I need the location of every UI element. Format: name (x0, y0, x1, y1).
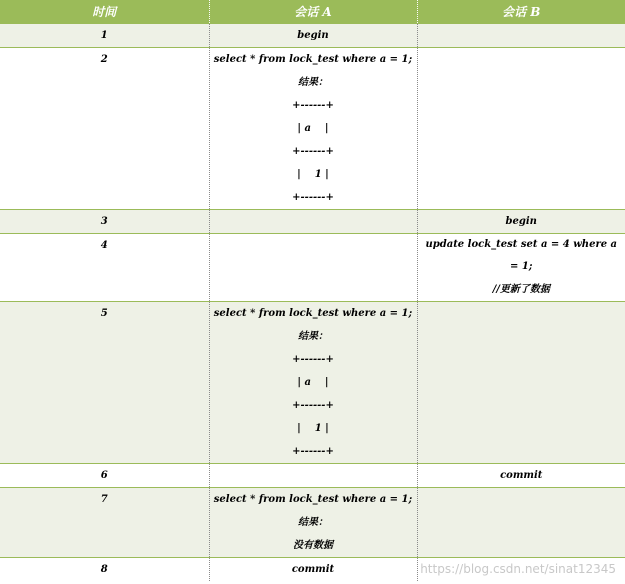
time-cell (0, 558, 209, 582)
session-a-line: 没有数据 (293, 540, 333, 551)
session-a-line: +------+ (292, 400, 334, 411)
session-a-line: begin (297, 30, 329, 41)
time-cell (0, 464, 209, 488)
session-a-cell (209, 234, 417, 302)
session-b-cell (417, 48, 625, 210)
session-a-line: | 1 | (297, 169, 329, 180)
table-row (0, 464, 625, 488)
session-a-line: +------+ (292, 146, 334, 157)
session-a-line: commit (291, 564, 335, 575)
empty-cell-spacer (210, 234, 417, 257)
empty-cell-spacer (418, 24, 625, 47)
session-a-line: select * from lock_test where a = 1; (213, 308, 413, 319)
session-a-cell (209, 558, 417, 582)
empty-cell-spacer (418, 302, 625, 325)
time-cell (0, 488, 209, 558)
time-value: 6 (100, 470, 108, 481)
time-cell (0, 302, 209, 464)
time-value: 8 (100, 564, 108, 575)
session-a-cell (209, 24, 417, 48)
session-b-cell (417, 302, 625, 464)
time-cell (0, 24, 209, 48)
time-value: 4 (100, 240, 108, 251)
session-a-line: 结果： (298, 331, 328, 342)
session-a-cell (209, 210, 417, 234)
session-b-line: begin (505, 216, 537, 227)
time-value: 7 (100, 494, 108, 505)
empty-cell-spacer (418, 488, 625, 511)
time-cell (0, 210, 209, 234)
session-b-line: commit (500, 470, 543, 481)
session-a-cell (209, 464, 417, 488)
session-a-line: select * from lock_test where a = 1; (213, 54, 413, 65)
session-b-cell (417, 234, 625, 302)
time-value: 3 (100, 216, 108, 227)
empty-cell-spacer (210, 464, 417, 487)
session-b-cell (417, 24, 625, 48)
table-row (0, 302, 625, 464)
session-b-line: update lock_test set a = 4 where a = 1; (425, 239, 618, 272)
watermark-text: https://blog.csdn.net/sinat12345 (420, 562, 616, 576)
header-session-b: 会话 B (417, 0, 625, 24)
session-b-cell (417, 464, 625, 488)
session-a-line: select * from lock_test where a = 1; (213, 494, 413, 505)
session-a-line: | a | (297, 123, 329, 134)
session-a-line: +------+ (292, 192, 334, 203)
session-a-line: | a | (297, 377, 329, 388)
session-a-line: | 1 | (297, 423, 329, 434)
session-a-line: +------+ (292, 446, 334, 457)
session-a-cell (209, 488, 417, 558)
time-value: 1 (100, 30, 108, 41)
table-row (0, 24, 625, 48)
session-b-cell (417, 488, 625, 558)
session-a-line: +------+ (292, 354, 334, 365)
table-row (0, 234, 625, 302)
empty-cell-spacer (418, 48, 625, 71)
session-a-cell (209, 48, 417, 210)
session-b-cell (417, 210, 625, 234)
header-row (0, 0, 625, 24)
time-cell (0, 48, 209, 210)
table-row (0, 488, 625, 558)
session-a-line: 结果： (298, 77, 328, 88)
table-row (0, 210, 625, 234)
empty-cell-spacer (210, 210, 417, 233)
time-value: 5 (100, 308, 108, 319)
header-time: 时间 (0, 0, 209, 24)
session-a-line: +------+ (292, 100, 334, 111)
time-cell (0, 234, 209, 302)
header-session-a: 会话 A (209, 0, 417, 24)
session-a-line: 结果： (298, 517, 328, 528)
session-b-line: //更新了数据 (492, 284, 550, 295)
time-value: 2 (100, 54, 108, 65)
table-body (0, 24, 625, 582)
session-a-cell (209, 302, 417, 464)
table-row (0, 48, 625, 210)
